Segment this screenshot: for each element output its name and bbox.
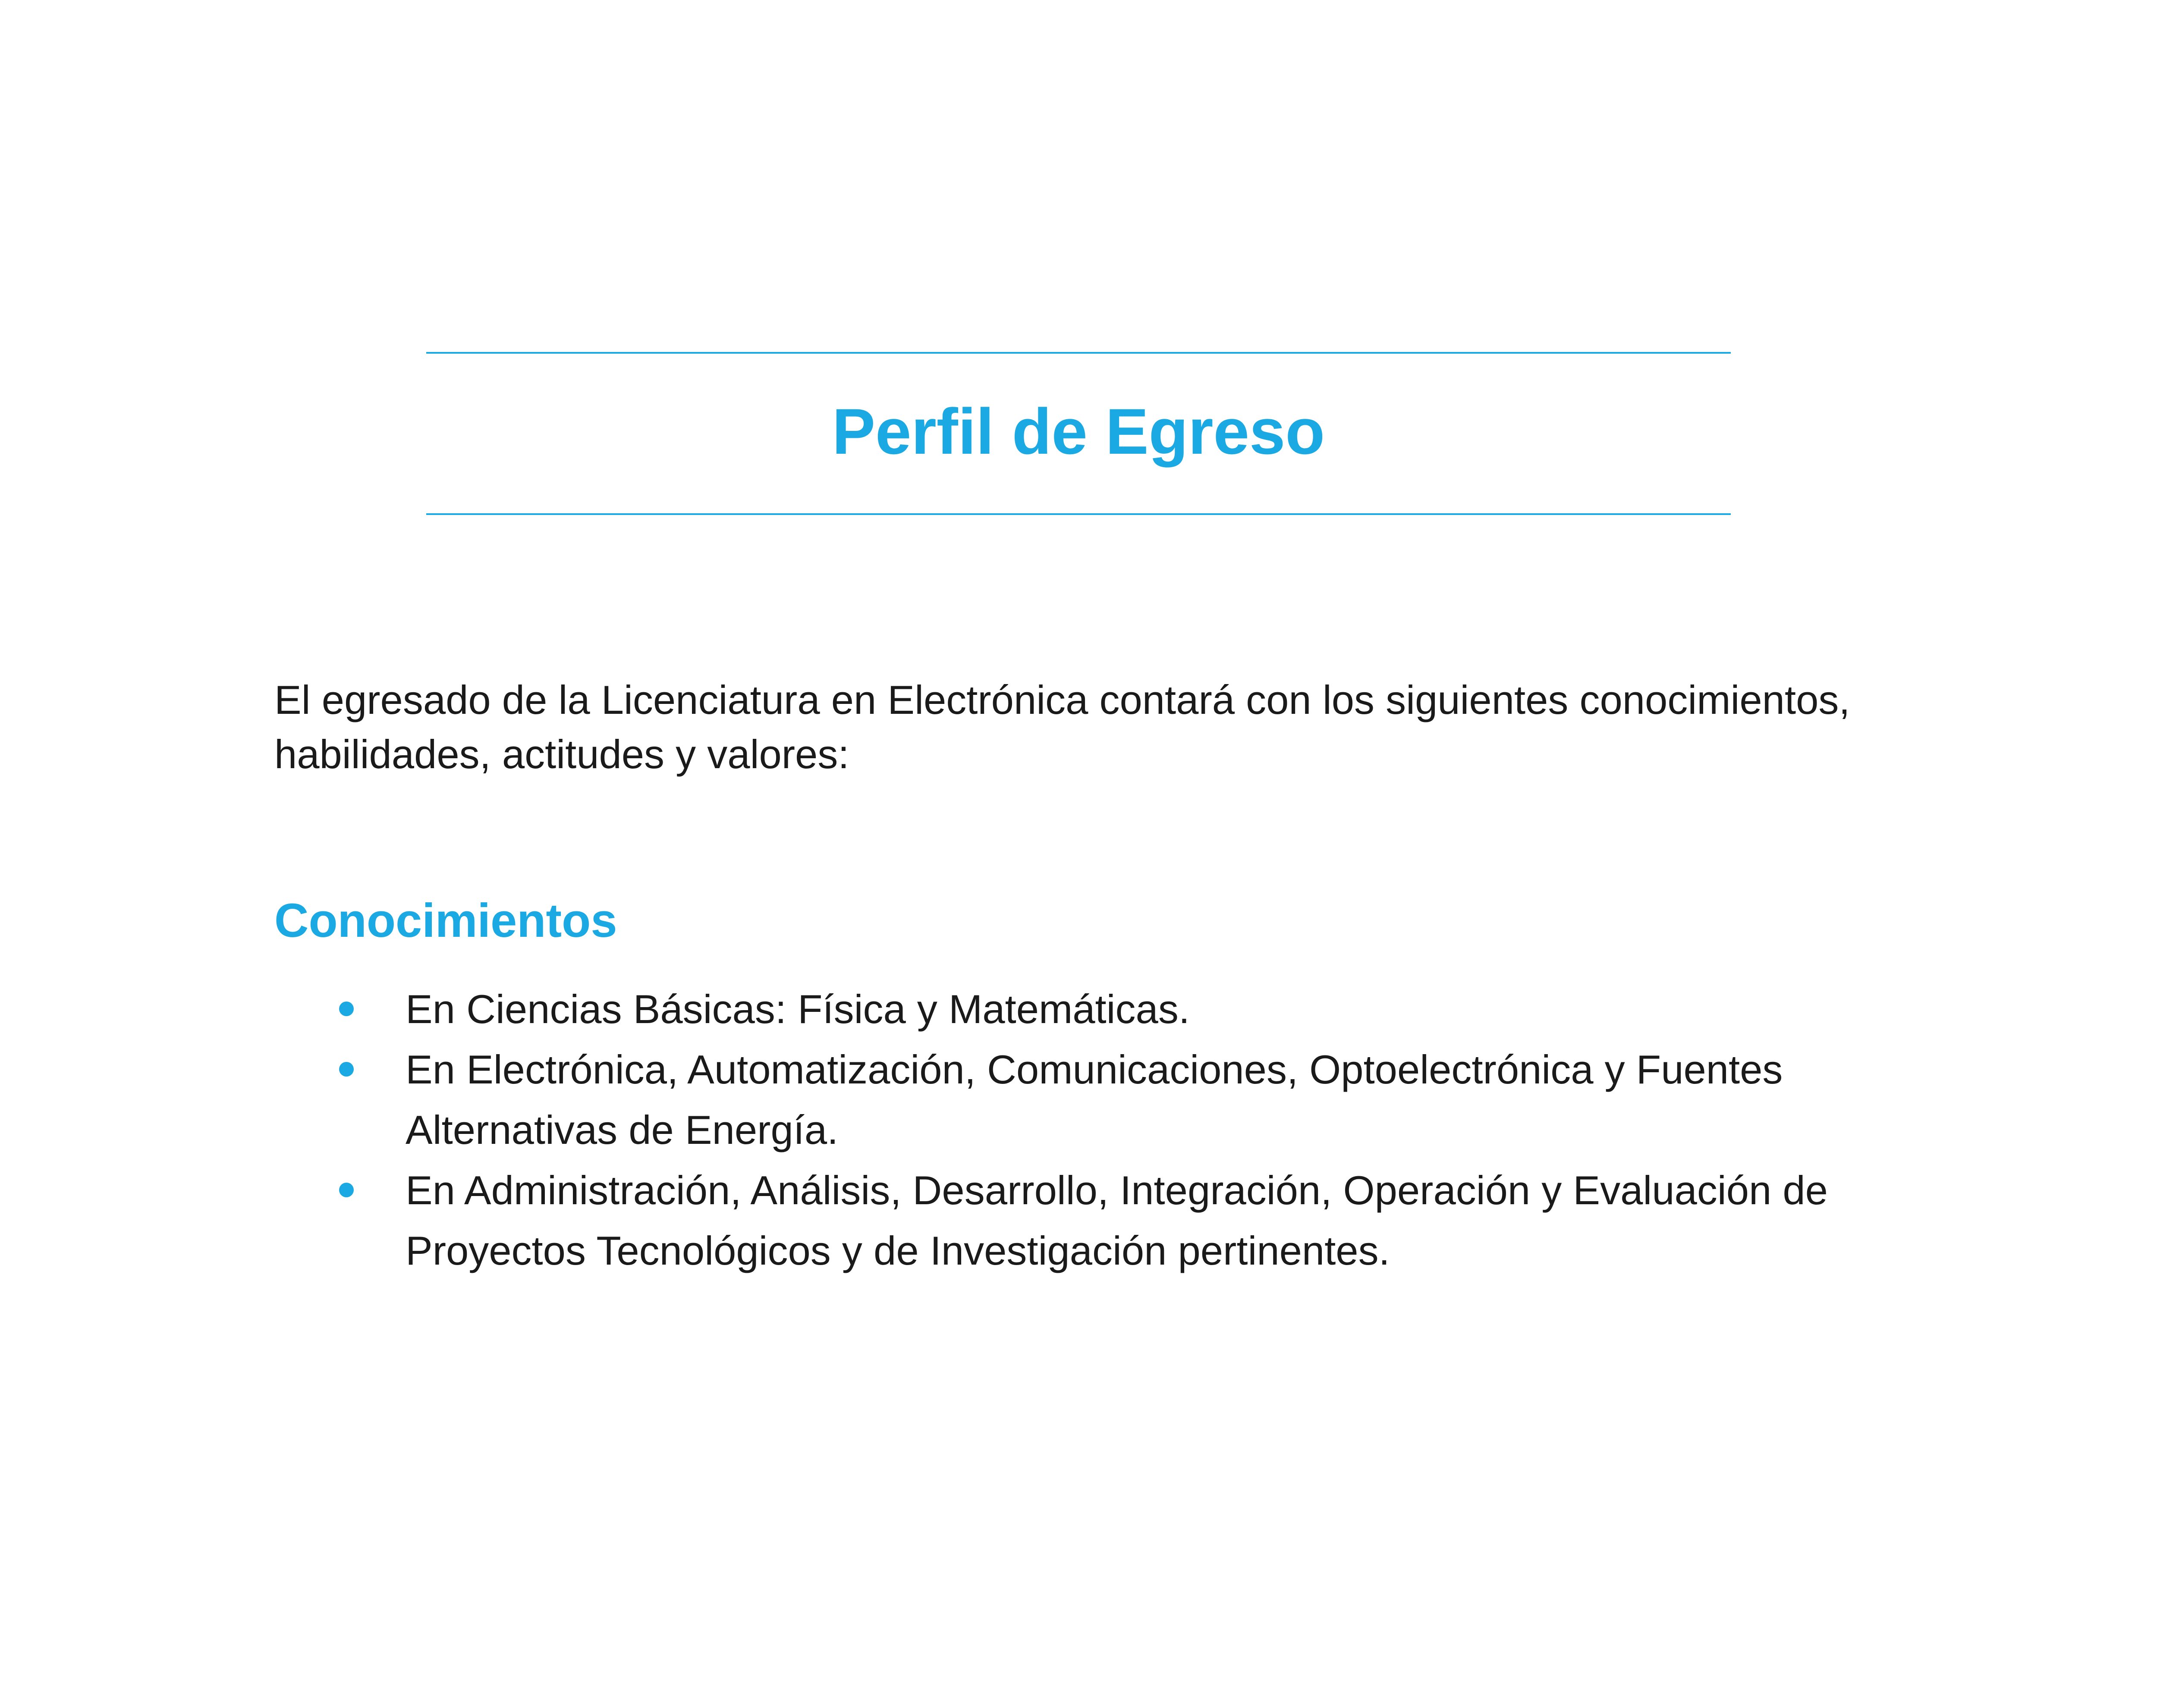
intro-paragraph: El egresado de la Licenciatura en Electrónica contará con los siguientes conocimientos, habilidades, actitudes y valores: bbox=[274, 677, 1850, 777]
list-item bbox=[274, 1160, 1957, 1281]
conocimientos-list bbox=[274, 979, 1957, 1281]
bullet-icon bbox=[339, 1062, 354, 1077]
title-top-rule bbox=[426, 352, 1731, 354]
bullet-icon bbox=[339, 1183, 354, 1197]
page-title: Perfil de Egreso bbox=[832, 395, 1325, 468]
section-heading-conocimientos: Conocimientos bbox=[274, 894, 617, 947]
list-item-text: En Electrónica, Automatización, Comunicaciones, Optoelectrónica y Fuentes Alternativas de Energía. bbox=[406, 1047, 1783, 1152]
list-item bbox=[274, 979, 1957, 1039]
list-item-text: En Ciencias Básicas: Física y Matemáticas. bbox=[406, 986, 1190, 1032]
list-item-text: En Administración, Análisis, Desarrollo, Integración, Operación y Evaluación de Proyectos Tecnológicos y de Investigación pertinentes. bbox=[406, 1168, 1828, 1273]
bullet-icon bbox=[339, 1002, 354, 1016]
list-item bbox=[274, 1039, 1957, 1160]
title-bottom-rule bbox=[426, 513, 1731, 515]
